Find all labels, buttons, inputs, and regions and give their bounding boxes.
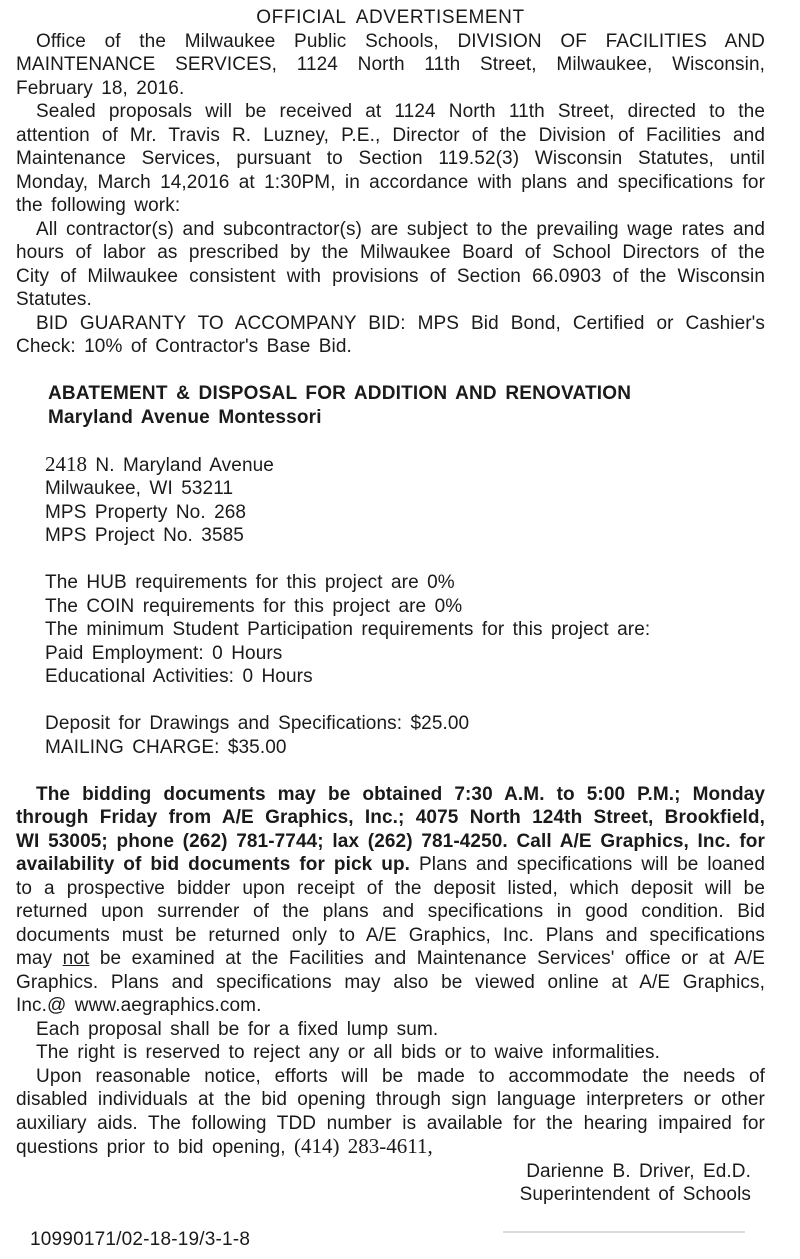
project-heading (48, 382, 765, 429)
underlined-word-not: not (62, 948, 90, 969)
spacer (16, 359, 765, 383)
paid-employment-line: Paid Employment: 0 Hours (45, 642, 283, 664)
address-street-line (45, 453, 765, 478)
paragraph-prevailing-wage: All contractor(s) and subcontractor(s) are subject to the prevailing wage rates and hours of labor as prescribed by the Milwaukee Board of School Directors of the City of Milwaukee consistent with provisions of Section 66.0903 of the Wisconsin Statutes. (16, 218, 765, 310)
spacer (16, 548, 765, 572)
spacer (16, 429, 765, 453)
bidding-documents-text-after-not: be examined at the Facilities and Maintenance Services' office or at A/E Graphics. Plans and specifications may also be viewed online at A/E Graphics, Inc.@ www.aegraphics.com. (16, 948, 765, 1016)
project-heading-line1: ABATEMENT & DISPOSAL FOR ADDITION AND RENOVATION (48, 383, 632, 404)
paragraph-bid-guaranty: BID GUARANTY TO ACCOMPANY BID: MPS Bid Bond, Certified or Cashier's Check: 10% of Contractor's Base Bid. (16, 312, 765, 357)
footer-reference-number: 10990171/02-18-19/3-1-8 (30, 1228, 251, 1250)
address-number: 2418 (45, 451, 87, 476)
student-participation-line: The minimum Student Participation requirements for this project are: (45, 619, 651, 640)
spacer (16, 759, 765, 783)
coin-requirement-line: The COIN requirements for this project are 0% (45, 595, 463, 617)
scan-artifact-line (503, 1231, 745, 1233)
paragraph-sealed-proposals: Sealed proposals will be received at 1124 North 11th Street, directed to the attention of Mr. Travis R. Luzney, P.E., Director of the Division of Facilities and Maintenance Services, pursuant to Section 119.52(3) Wisconsin Statutes, until Monday, March 14,2016 at 1:30PM, in accordance with plans and specifications for the following work: (16, 101, 765, 216)
paragraph-reject-bids: The right is reserved to reject any or all bids or to waive informalities. (36, 1042, 661, 1063)
mps-project-number: MPS Project No. 3585 (45, 525, 244, 546)
address-city-line: Milwaukee, WI 53211 (45, 478, 234, 499)
signature-block (16, 1160, 765, 1207)
paragraph-bidding-documents (16, 783, 765, 1018)
signature-name: Darienne B. Driver, Ed.D. (526, 1160, 751, 1182)
deposit-line: Deposit for Drawings and Specifications: $25.00 (45, 713, 470, 734)
mailing-charge-line: MAILING CHARGE: $35.00 (45, 736, 287, 758)
signature-title: Superintendent of Schools (519, 1184, 751, 1205)
paragraph-lump-sum: Each proposal shall be for a fixed lump sum. (36, 1018, 439, 1040)
accessibility-text: Upon reasonable notice, efforts will be made to accommodate the needs of disabled individuals at the bid opening through sign language interpreters or other auxiliary aids. The following TDD number is available for the hearing impaired for questions prior to bid opening, (16, 1065, 765, 1158)
paragraph-office-address: Office of the Milwaukee Public Schools, DIVISION OF FACILITIES AND MAINTENANCE SERVICES, 1124 North 11th Street, Milwaukee, Wisconsin, February 18, 2016. (16, 30, 765, 99)
mps-property-number: MPS Property No. 268 (45, 501, 247, 523)
educational-activities-line: Educational Activities: 0 Hours (45, 666, 313, 687)
project-address-block (45, 453, 765, 548)
project-heading-line2: Maryland Avenue Montessori (48, 406, 322, 428)
tdd-phone-number: (414) 283-4611, (294, 1134, 433, 1158)
bidding-documents-bold-lead: The bidding documents may be obtained 7:30 A.M. to 5:00 P.M.; Monday through Friday from A/E Graphics, Inc.; 4075 North 124th Street, Brookfield, WI 53005; phone (262) 781-7744; lax (262) 781-4250. Call A/E Graphics, Inc. for availability of bid documents for pick up. (16, 783, 765, 875)
hub-requirement-line: The HUB requirements for this project are 0% (45, 572, 455, 593)
paragraph-accessibility (16, 1065, 765, 1160)
page-title: OFFICIAL ADVERTISEMENT (256, 7, 525, 28)
requirements-block (45, 571, 765, 689)
fees-block (45, 712, 765, 759)
address-street: N. Maryland Avenue (95, 454, 274, 476)
bidding-documents-text-before-not: Plans and specifications will be loaned to a prospective bidder upon receipt of the deposit listed, which deposit will be returned upon surrender of the plans and specifications in good condition. Bid documents must be returned only to A/E Graphics, Inc. Plans and specifications may (16, 854, 766, 969)
spacer (16, 689, 765, 713)
